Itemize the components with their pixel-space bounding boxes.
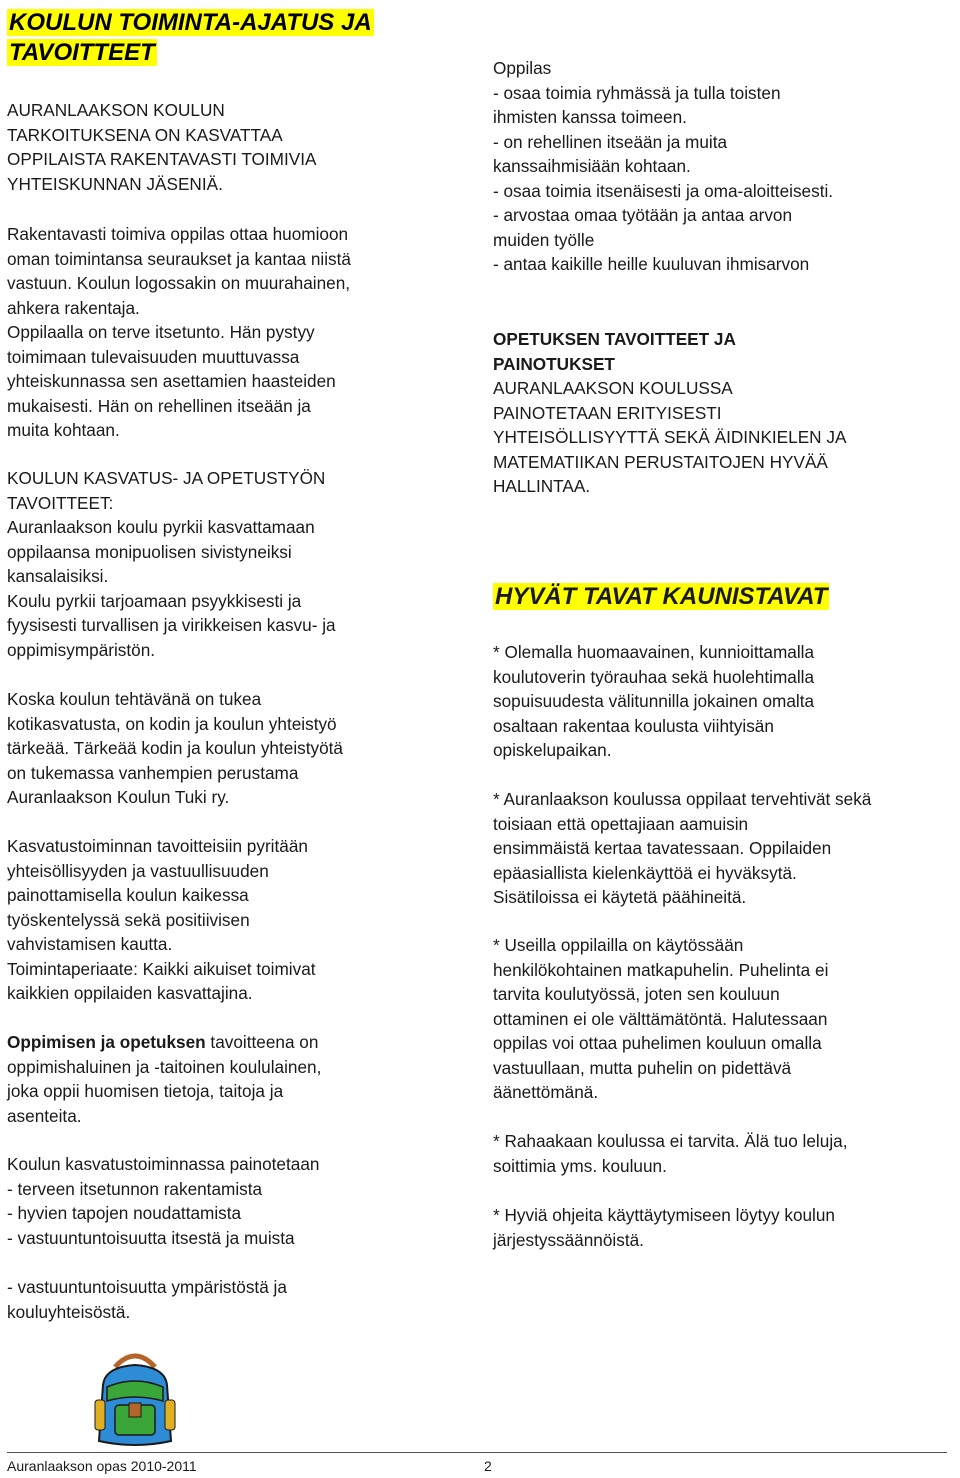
text-line: - terveen itsetunnon rakentamista [7, 1178, 263, 1199]
text-line: sopuisuudesta välitunnilla jokainen omalta [493, 691, 815, 711]
text-line: Oppilaalla on terve itsetunto. Hän pystyy [7, 322, 315, 342]
text-line: yhteisöllisyyden ja vastuullisuuden [7, 860, 269, 881]
text-line: kansalaisiksi. [7, 566, 109, 586]
text-line: Rakentavasti toimiva oppilas ottaa huomioon [7, 224, 349, 244]
text-line: AURANLAAKSON KOULUN [7, 100, 225, 120]
text-line: ihmisten kanssa toimeen. [493, 107, 687, 127]
text-line: yhteiskunnassa sen asettamien haasteiden [7, 371, 336, 391]
manners-item-5 [493, 1203, 955, 1252]
text-line: YHTEISÖLLISYYTTÄ SEKÄ ÄIDINKIELEN JA [493, 427, 847, 447]
text-line: äänettömänä. [493, 1082, 599, 1102]
text-line: asenteita. [7, 1105, 82, 1126]
text-line: kaikkien oppilaiden kasvattajina. [7, 983, 253, 1003]
text-line: - antaa kaikille heille kuuluvan ihmisarvon [493, 254, 810, 274]
text-line: - arvostaa omaa työtään ja antaa arvon [493, 205, 793, 225]
text-line: osaltaan rakentaa koulusta viihtyisän [493, 715, 774, 736]
text-line: vahvistamisen kautta. [7, 934, 173, 954]
text-line: * Olemalla huomaavainen, kunnioittamalla [493, 642, 815, 662]
text-line: Auranlaakson Koulun Tuki ry. [7, 787, 230, 807]
text-line: henkilökohtainen matkapuhelin. Puhelinta ei [493, 959, 829, 980]
text-line: - hyvien tapojen noudattamista [7, 1203, 242, 1223]
manners-item-1 [493, 640, 955, 763]
text-line: vastuullaan, mutta puhelin on pidettävä [493, 1057, 792, 1078]
text-line: Oppilas [493, 58, 552, 78]
page-title: KOULUN TOIMINTA-AJATUS JA TAVOITTEET [9, 9, 372, 66]
mission-statement [7, 98, 477, 196]
text-line: oman toimintansa seuraukset ja kantaa niistä [7, 248, 351, 269]
text-line: - vastuuntuntoisuutta ympäristöstä ja [7, 1277, 287, 1297]
footer-divider [7, 1452, 947, 1453]
text-line: opiskelupaikan. [493, 740, 612, 760]
text-line: järjestyssäännöistä. [493, 1229, 644, 1250]
manners-item-3 [493, 933, 955, 1105]
text-line: MATEMATIIKAN PERUSTAITOJEN HYVÄÄ [493, 451, 828, 472]
oppimisen-bold: Oppimisen ja opetuksen [7, 1032, 206, 1052]
text-line: YHTEISKUNNAN JÄSENIÄ. [7, 173, 223, 194]
footer-text: Auranlaakson opas 2010-2011 [7, 1458, 197, 1474]
text-line: muiden työlle [493, 229, 595, 250]
text-line: Kasvatustoiminnan tavoitteisiin pyritään [7, 836, 308, 856]
text-line: oppilas voi ottaa puhelimen kouluun omalla [493, 1033, 822, 1053]
text-line: Toimintaperiaate: Kaikki aikuiset toimivat [7, 958, 316, 979]
text-line: joka oppii huomisen tietoja, taitoja ja [7, 1081, 284, 1101]
paragraph-kotikasvatus [7, 687, 477, 810]
paragraph-rakentavasti [7, 222, 477, 443]
paragraph-painotetaan [7, 1152, 477, 1250]
text-line: on tukemassa vanhempien perustama [7, 762, 299, 783]
text-line: epäasiallista kielenkäyttöä ei hyväksytä. [493, 862, 797, 883]
emphasis-text [493, 376, 955, 499]
text-line: * Rahaakaan koulussa ei tarvita. Älä tuo leluja, [493, 1131, 848, 1151]
text-line: - on rehellinen itseään ja muita [493, 131, 728, 152]
text-line: PAINOTUKSET [493, 353, 615, 374]
text-line: ensimmäistä kertaa tavatessaan. Oppilaiden [493, 838, 832, 858]
paragraph-ymparisto [7, 1275, 477, 1324]
manners-item-2 [493, 787, 955, 910]
text-line: oppimisympäristön. [7, 639, 156, 660]
text-line: toisiaan että opettajiaan aamuisin [493, 813, 749, 834]
heading-opetuksen-tavoitteet [493, 327, 955, 376]
text-line: - osaa toimia ryhmässä ja tulla toisten [493, 82, 781, 103]
paragraph-oppimisen-ja-opetuksen: Oppimisen ja opetuksen tavoitteena on oppimishaluinen ja -taitoinen koululainen, joka oppii huomisen tietoja, taitoja ja asenteita. [7, 1030, 477, 1128]
text-line: koulutoverin työrauhaa sekä huolehtimalla [493, 666, 815, 687]
text-line: * Useilla oppilailla on käytössään [493, 935, 744, 955]
page-number: 2 [484, 1458, 492, 1474]
text-line: HALLINTAA. [493, 476, 591, 496]
text-line: Auranlaakson koulu pyrkii kasvattamaan [7, 517, 315, 537]
text-line: työskentelyssä sekä positiivisen [7, 909, 250, 930]
text-line: PAINOTETAAN ERITYISESTI [493, 402, 722, 423]
text-line: AURANLAAKSON KOULUSSA [493, 378, 733, 398]
text-line: Koulu pyrkii tarjoamaan psyykkisesti ja [7, 590, 302, 611]
text-line: mukaisesti. Hän on rehellinen itseään ja [7, 395, 311, 416]
heading-kasvatus-tavoitteet [7, 466, 477, 515]
text-line: ahkera rakentaja. [7, 297, 140, 318]
text-line: kanssaihmisiään kohtaan. [493, 156, 691, 176]
text-line: * Hyviä ohjeita käyttäytymiseen löytyy koulun [493, 1205, 835, 1225]
paragraph-auranlaakson-koulu-pyrkii [7, 515, 477, 662]
text-line: tarvita koulutyössä, joten sen kouluun [493, 984, 780, 1004]
text-line: * Auranlaakson koulussa oppilaat tervehtivät sekä [493, 789, 872, 809]
paragraph-kasvatustoiminta [7, 834, 477, 1006]
text-line: kotikasvatusta, on kodin ja koulun yhteistyö [7, 713, 337, 734]
backpack-icon [85, 1345, 185, 1451]
text-line: vastuun. Koulun logossakin on muurahainen, [7, 273, 351, 293]
text-line: oppimishaluinen ja -taitoinen koululainen, [7, 1056, 322, 1077]
text-line: KOULUN KASVATUS- JA OPETUSTYÖN [7, 468, 326, 488]
manners-item-4 [493, 1129, 955, 1178]
text-line: kouluyhteisöstä. [7, 1301, 131, 1322]
text-line: - osaa toimia itsenäisesti ja oma-aloitteisesti. [493, 180, 834, 201]
text-line: Koska koulun tehtävänä on tukea [7, 689, 262, 709]
text-line: ottaminen ei ole välttämätöntä. Halutessaan [493, 1008, 828, 1029]
text-line: - vastuuntuntoisuutta itsestä ja muista [7, 1227, 295, 1248]
text-line: tärkeää. Tärkeää kodin ja koulun yhteistyötä [7, 738, 343, 758]
text-line: Sisätiloissa ei käytetä päähineitä. [493, 887, 747, 907]
manners-title: HYVÄT TAVAT KAUNISTAVAT [495, 583, 828, 610]
text-line: painottamisella koulun kaikessa [7, 885, 249, 905]
text-line: OPETUKSEN TAVOITTEET JA [493, 329, 736, 349]
text-line: soittimia yms. kouluun. [493, 1155, 667, 1176]
text-line: TARKOITUKSENA ON KASVATTAA [7, 124, 283, 145]
text-line: fyysisesti turvallisen ja virikkeisen kasvu- ja [7, 615, 336, 635]
text-line: muita kohtaan. [7, 420, 120, 440]
text-line: oppilaansa monipuolisen sivistyneiksi [7, 541, 292, 562]
text-line: OPPILAISTA RAKENTAVASTI TOIMIVIA [7, 149, 317, 169]
text-line: toimimaan tulevaisuuden muuttuvassa [7, 346, 300, 367]
text-line: Koulun kasvatustoiminnassa painotetaan [7, 1154, 320, 1174]
text-line: TAVOITTEET: [7, 492, 114, 513]
pupil-description [493, 56, 955, 277]
